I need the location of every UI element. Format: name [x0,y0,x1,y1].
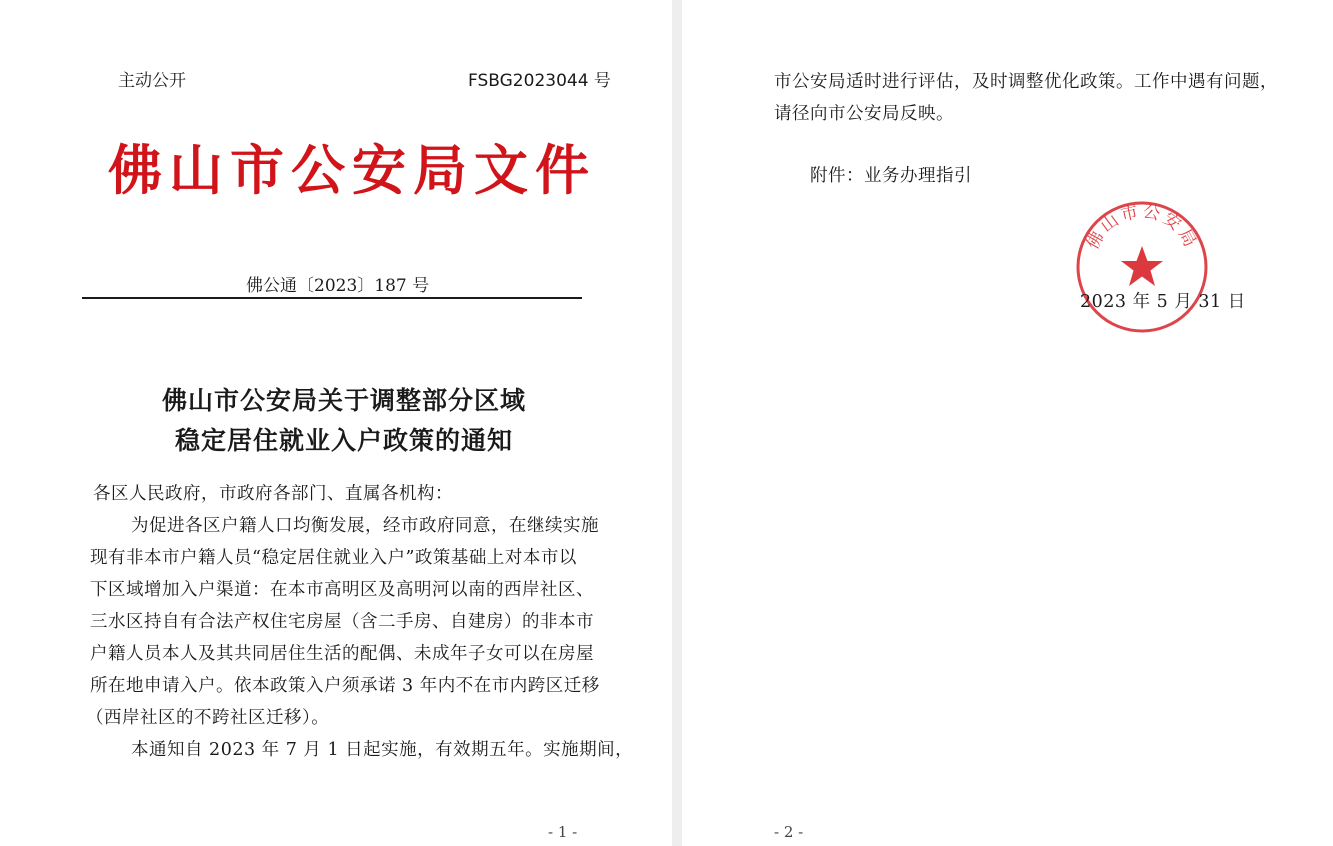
page-number: - 2 - [774,823,804,841]
body-line: 现有非本市户籍人员“稳定居住就业入户”政策基础上对本市以 [90,548,577,568]
official-seal-stamp [1075,200,1209,334]
page-number: - 1 - [548,823,578,841]
body-line: 请径向市公安局反映。 [774,104,954,124]
seal-text: 佛山市公安局 [1082,201,1202,253]
body-line: 三水区持自有合法产权住宅房屋（含二手房、自建房）的非本市 [90,612,594,632]
body-line: 市公安局适时进行评估，及时调整优化政策。工作中遇有问题， [774,72,1278,92]
seal-star-icon [1121,246,1163,286]
body-line: 为促进各区户籍人口均衡发展，经市政府同意，在继续实施 [131,516,599,536]
document-title-line-2: 稳定居住就业入户政策的通知 [174,426,513,455]
masthead-title: 佛山市公安局文件 [108,139,596,202]
document-code: FSBG2023044 号 [468,71,611,91]
masthead-divider [82,297,582,299]
disclosure-label: 主动公开 [118,71,186,91]
body-line: 本通知自 2023 年 7 月 1 日起实施，有效期五年。实施期间， [131,740,634,760]
salutation: 各区人民政府，市政府各部门、直属各机构： [93,484,453,504]
issue-date: 2023 年 5 月 31 日 [1080,292,1246,312]
body-line: （西岸社区的不跨社区迁移）。 [86,708,330,728]
document-number: 佛公通〔2023〕187 号 [246,276,430,296]
body-line: 户籍人员本人及其共同居住生活的配偶、未成年子女可以在房屋 [90,644,594,664]
document-page-2 [682,0,1333,846]
body-line: 所在地申请入户。依本政策入户须承诺 3 年内不在市内跨区迁移 [90,676,600,696]
attachment-note: 附件：业务办理指引 [810,166,972,186]
svg-text:佛山市公安局 [1083,202,1201,253]
document-title-line-1: 佛山市公安局关于调整部分区域 [161,386,526,415]
body-line: 下区域增加入户渠道：在本市高明区及高明河以南的西岸社区、 [90,580,594,600]
